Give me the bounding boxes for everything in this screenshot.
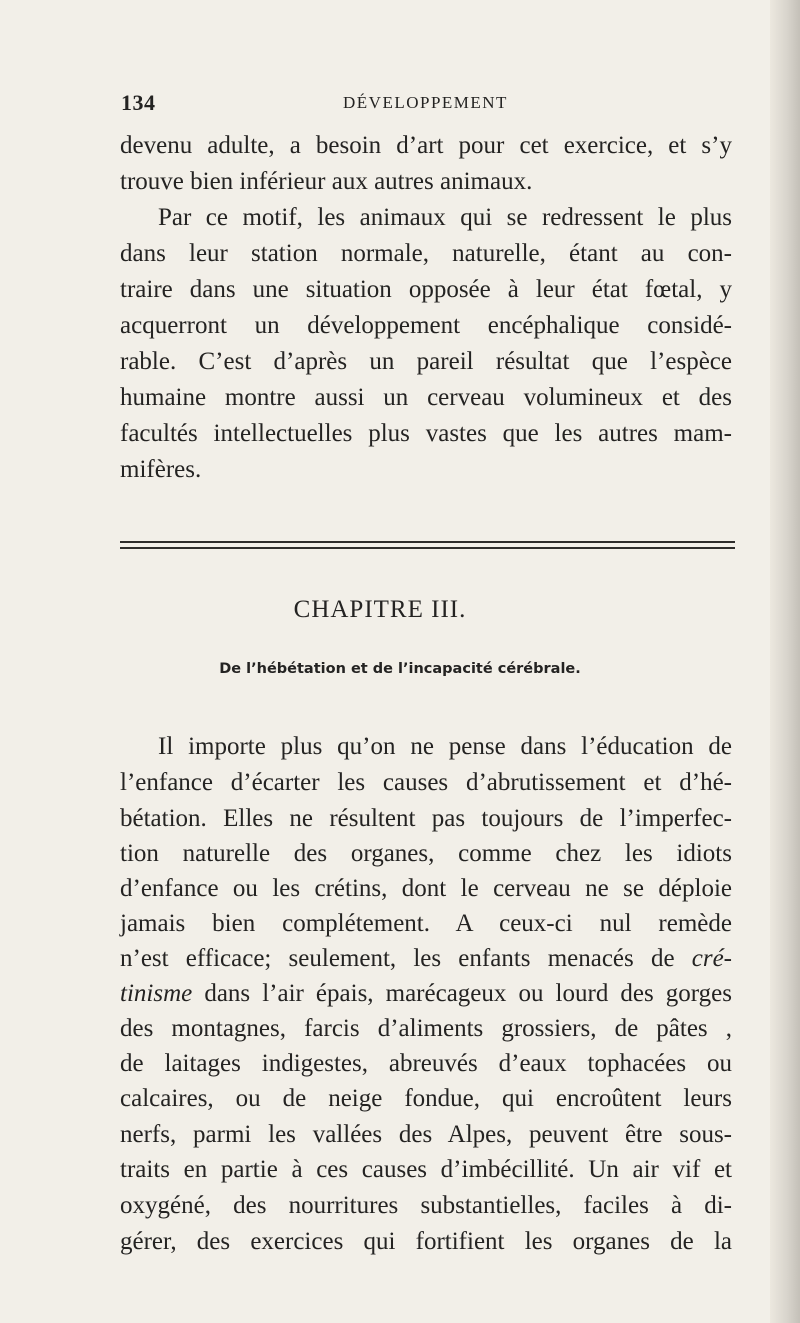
text-fragment: dans l’air épais, marécageux ou lourd des gorges: [204, 980, 733, 1007]
chapter-subtitle: De l’hébétation et de l’incapacité cérébrale.: [219, 661, 581, 677]
italic-word: tinisme: [120, 980, 193, 1007]
text-line: gérer, des exercices qui fortifient les organes de la: [120, 1228, 732, 1255]
text-line: humaine montre aussi un cerveau volumineux et des: [120, 384, 732, 411]
text-fragment: n’est efficace; seulement, les enfants menacés de: [120, 945, 675, 972]
text-line: traits en partie à ces causes d’imbécillité. Un air vif et: [120, 1156, 732, 1183]
text-line: jamais bien complétement. A ceux-ci nul remède: [120, 910, 732, 937]
text-line: d’enfance ou les crétins, dont le cerveau ne se déploie: [120, 875, 732, 902]
text-line: rable. C’est d’après un pareil résultat que l’espèce: [120, 348, 732, 375]
text-line: acquerront un développement encéphalique considé-: [120, 312, 732, 339]
page-number: 134: [121, 90, 156, 115]
text-line: dans leur station normale, naturelle, étant au con-: [120, 240, 732, 267]
text-line: Il importe plus qu’on ne pense dans l’éducation de: [158, 733, 732, 760]
text-line: trouve bien inférieur aux autres animaux.: [120, 168, 533, 195]
text-line: devenu adulte, a besoin d’art pour cet exercice, et s’y: [120, 132, 732, 159]
running-title: DÉVELOPPEMENT: [343, 93, 508, 112]
text-line: calcaires, ou de neige fondue, qui encroûtent leurs: [120, 1085, 732, 1112]
running-header: [118, 88, 738, 118]
text-line: [120, 975, 732, 1013]
text-line: [120, 940, 732, 978]
text-line: traire dans une situation opposée à leur état fœtal, y: [120, 276, 732, 303]
text-line: l’enfance d’écarter les causes d’abrutissement et d’hé-: [120, 769, 732, 796]
text-line: oxygéné, des nourritures substantielles, faciles à di-: [120, 1192, 732, 1219]
text-line: Par ce motif, les animaux qui se redressent le plus: [158, 204, 732, 231]
chapter-title: CHAPITRE III.: [293, 596, 467, 623]
text-line: de laitages indigestes, abreuvés d’eaux tophacées ou: [120, 1050, 732, 1077]
text-line: facultés intellectuelles plus vastes que les autres mam-: [120, 420, 732, 447]
text-line: tion naturelle des organes, comme chez les idiots: [120, 840, 732, 867]
text-line: des montagnes, farcis d’aliments grossiers, de pâtes ,: [120, 1015, 732, 1042]
text-line: bétation. Elles ne résultent pas toujours de l’imperfec-: [120, 805, 732, 832]
text-line: mifères.: [120, 456, 202, 483]
section-rule-top: [120, 541, 735, 543]
italic-word: cré-: [691, 945, 732, 972]
text-line: nerfs, parmi les vallées des Alpes, peuvent être sous-: [120, 1121, 732, 1148]
section-rule-bottom: [120, 547, 735, 549]
